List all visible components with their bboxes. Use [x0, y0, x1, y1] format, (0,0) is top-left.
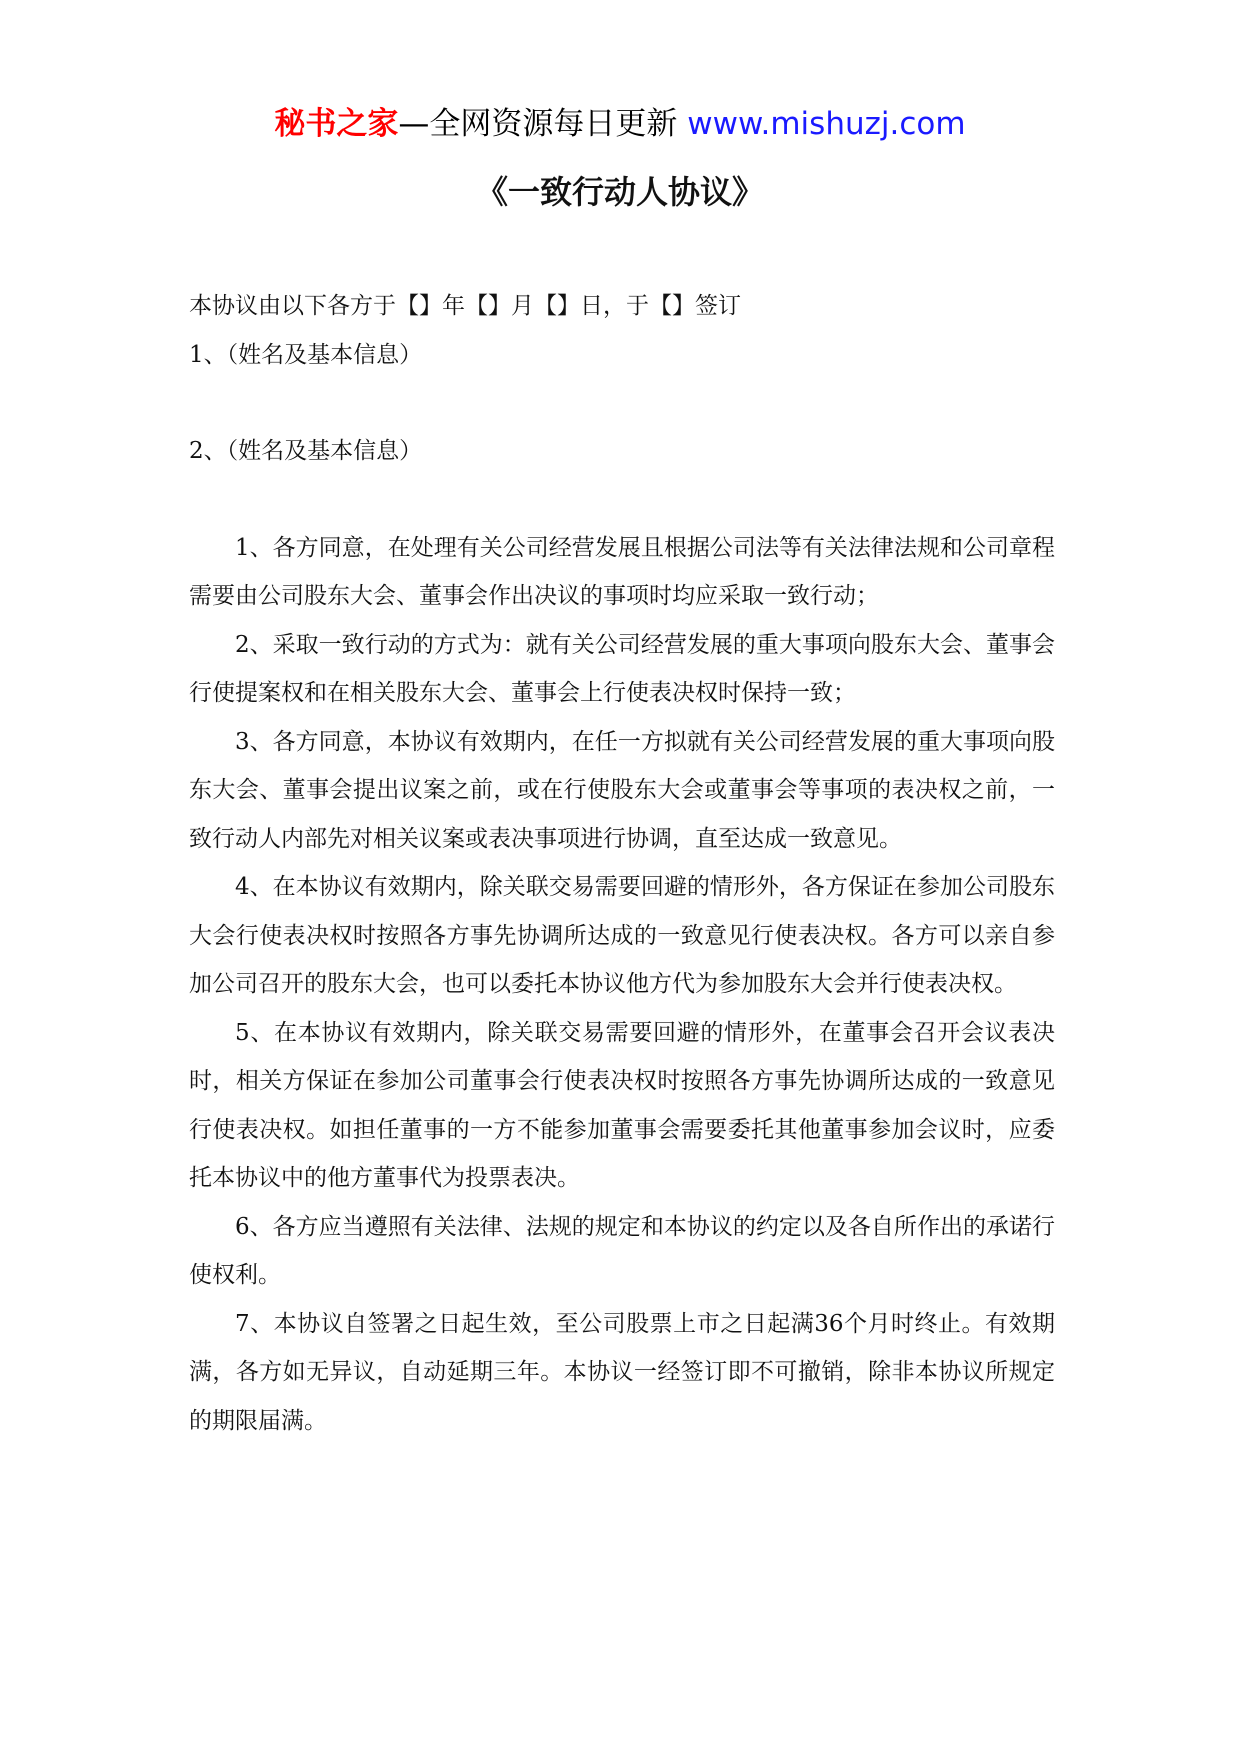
clause-1: 1、各方同意，在处理有关公司经营发展且根据公司法等有关法律法规和公司章程需要由公司股东大会、董事会作出决议的事项时均应采取一致行动；: [189, 534, 1055, 609]
site-header: [0, 100, 1240, 148]
clause-5: 5、在本协议有效期内，除关联交易需要回避的情形外，在董事会召开会议表决时，相关方保证在参加公司董事会行使表决权时按照各方事先协调所达成的一致意见行使表决权。如担任董事的一方不能参加董事会需要委托其他董事参加会议时，应委托本协议中的他方董事代为投票表决。: [189, 1019, 1055, 1191]
party-1: 1、（姓名及基本信息）: [189, 341, 423, 368]
document-body: [189, 282, 1055, 1445]
clause-4: 4、在本协议有效期内，除关联交易需要回避的情形外，各方保证在参加公司股东大会行使表决权时按照各方事先协调所达成的一致意见行使表决权。各方可以亲自参加公司召开的股东大会，也可以委托本协议他方代为参加股东大会并行使表决权。: [189, 874, 1055, 997]
header-slogan: —全网资源每日更新: [398, 106, 678, 142]
spacer: [189, 379, 1055, 427]
spacer: [189, 476, 1055, 524]
site-url-link[interactable]: www.mishuzj.com: [687, 106, 966, 142]
party-2: 2、（姓名及基本信息）: [189, 438, 423, 464]
clause-3: 3、各方同意，本协议有效期内，在任一方拟就有关公司经营发展的重大事项向股东大会、董事会提出议案之前，或在行使股东大会或董事会等事项的表决权之前，一致行动人内部先对相关议案或表决事项进行协调，直至达成一致意见。: [189, 728, 1055, 852]
document-title: 《一致行动人协议》: [475, 173, 764, 211]
clause-6: 6、各方应当遵照有关法律、法规的规定和本协议的约定以及各自所作出的承诺行使权利。: [189, 1213, 1055, 1288]
clause-2: 2、采取一致行动的方式为：就有关公司经营发展的重大事项向股东大会、董事会行使提案权和在相关股东大会、董事会上行使表决权时保持一致；: [189, 631, 1055, 706]
intro-paragraph: 本协议由以下各方于【】年【】月【】日，于【】签订: [189, 293, 741, 319]
brand-name: 秘书之家: [274, 106, 399, 142]
clause-7: 7、本协议自签署之日起生效，至公司股票上市之日起满36个月时终止。有效期满，各方如无异议，自动延期三年。本协议一经签订即不可撤销，除非本协议所规定的期限届满。: [189, 1310, 1055, 1434]
